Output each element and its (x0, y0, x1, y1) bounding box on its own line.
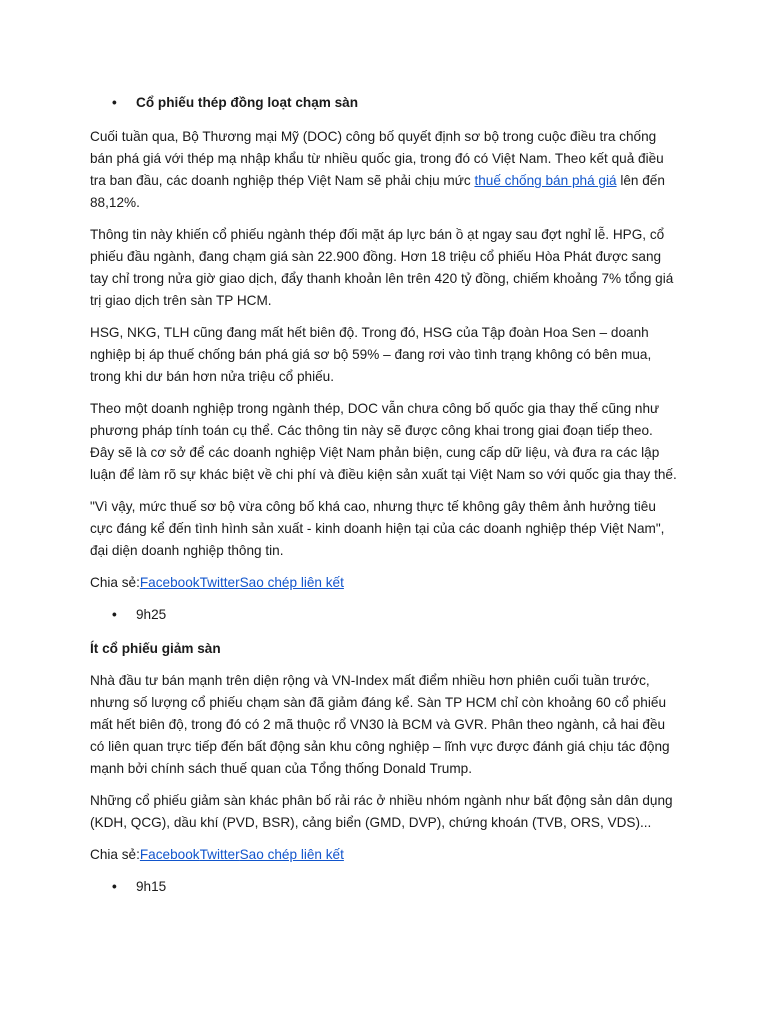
bullet-icon: • (112, 95, 117, 110)
paragraph: HSG, NKG, TLH cũng đang mất hết biên độ. Trong đó, HSG của Tập đoàn Hoa Sen – doanh nghiệp bị áp thuế chống bán phá giá sơ bộ 59% – đang rơi vào tình trạng không có bên mua, trong khi dư bán hơn nửa triệu cổ phiếu. (90, 325, 652, 384)
share-label: Chia sẻ: (90, 847, 140, 862)
share-facebook-link[interactable]: Facebook (139, 575, 200, 590)
anti-dumping-tax-link[interactable]: thuế chống bán phá giá (474, 173, 617, 188)
paragraph (90, 126, 680, 214)
article-body (90, 92, 680, 910)
paragraph: Những cổ phiếu giảm sàn khác phân bố rải rác ở nhiều nhóm ngành như bất động sản dân dụng (KDH, QCG), dầu khí (PVD, BSR), cảng biển (GMD, DVP), chứng khoán (TVB, ORS, VDS)... (90, 793, 673, 830)
paragraph: Nhà đầu tư bán mạnh trên diện rộng và VN-Index mất điểm nhiều hơn phiên cuối tuần trước, nhưng số lượng cổ phiếu chạm sàn đã giảm đáng kể. Sàn TP HCM chỉ còn khoảng 60 cổ phiếu mất hết biên độ, trong đó có 2 mã thuộc rổ VN30 là BCM và GVR. Phân theo ngành, cả hai đều có liên quan trực tiếp đến bất động sản khu công nghiệp – lĩnh vực được đánh giá chịu tác động mạnh bởi chính sách thuế quan của Tổng thống Donald Trump. (90, 673, 670, 776)
share-bar (90, 572, 680, 594)
share-twitter-link[interactable]: Twitter (199, 847, 240, 862)
bullet-icon: • (112, 879, 117, 894)
share-twitter-link[interactable]: Twitter (199, 575, 240, 590)
share-bar (90, 844, 680, 866)
timestamp-item (112, 876, 680, 898)
copy-link-button[interactable]: Sao chép liên kết (239, 847, 344, 862)
timestamp: 9h25 (136, 607, 167, 622)
share-facebook-link[interactable]: Facebook (139, 847, 200, 862)
paragraph-text: lên đến 88,12%. (90, 173, 665, 210)
paragraph: Theo một doanh nghiệp trong ngành thép, DOC vẫn chưa công bố quốc gia thay thế cũng như phương pháp tính toán cụ thể. Các thông tin này sẽ được công khai trong giai đoạn tiếp theo. Đây sẽ là cơ sở để các doanh nghiệp Việt Nam phản biện, cung cấp dữ liệu, và đưa ra các lập luận để làm rõ sự khác biệt về chi phí và điều kiện sản xuất tại Việt Nam so với quốc gia thay thế. (90, 401, 677, 482)
bullet-icon: • (112, 607, 117, 622)
section-heading-floor: Ít cổ phiếu giảm sàn (90, 641, 221, 656)
paragraph: Thông tin này khiến cổ phiếu ngành thép đối mặt áp lực bán ồ ạt ngay sau đợt nghỉ lễ. HPG, cổ phiếu đầu ngành, đang chạm giá sàn 22.900 đồng. Hơn 18 triệu cổ phiếu Hòa Phát được sang tay chỉ trong nửa giờ giao dịch, đẩy thanh khoản lên trên 420 tỷ đồng, chiếm khoảng 7% tổng giá trị giao dịch trên sàn TP HCM. (90, 227, 674, 308)
paragraph-text: Cuối tuần qua, Bộ Thương mại Mỹ (DOC) công bố quyết định sơ bộ trong cuộc điều tra chống bán phá giá với thép mạ nhập khẩu từ nhiều quốc gia, trong đó có Việt Nam. Theo kết quả điều tra ban đầu, các doanh nghiệp thép Việt Nam sẽ phải chịu mức (90, 129, 664, 188)
section-heading-steel (112, 92, 680, 114)
copy-link-button[interactable]: Sao chép liên kết (239, 575, 344, 590)
timestamp-item (112, 604, 680, 626)
quote-paragraph: "Vì vậy, mức thuế sơ bộ vừa công bố khá cao, nhưng thực tế không gây thêm ảnh hưởng tiêu cực đáng kể đến tình hình sản xuất - kinh doanh hiện tại của các doanh nghiệp thép Việt Nam", đại diện doanh nghiệp thông tin. (90, 499, 665, 558)
timestamp: 9h15 (136, 879, 167, 894)
heading-text: Cổ phiếu thép đồng loạt chạm sàn (136, 95, 359, 110)
share-label: Chia sẻ: (90, 575, 140, 590)
